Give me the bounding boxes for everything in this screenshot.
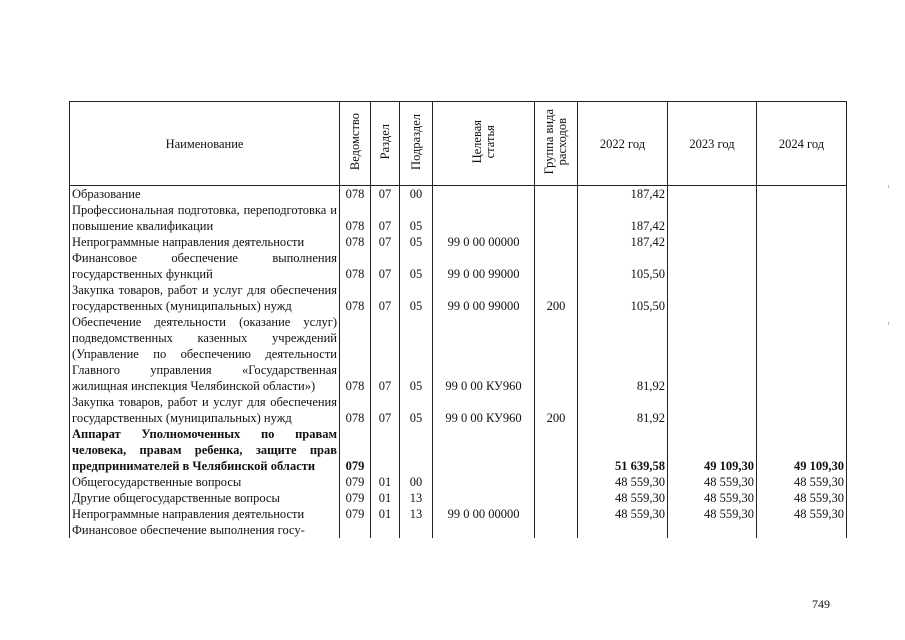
cell-2023 <box>668 282 757 314</box>
cell-2024 <box>757 282 847 314</box>
cell-celevaya-statya: 99 0 00 00000 <box>433 506 535 522</box>
cell-gruppa-vida <box>535 250 578 282</box>
cell-2022: 48 559,30 <box>578 490 668 506</box>
cell-name: Закупка товаров, работ и услуг для обеспечения государственных (муниципальных) нужд <box>70 282 340 314</box>
cell-2023 <box>668 250 757 282</box>
cell-vedomstvo: 078 <box>340 234 371 250</box>
cell-2023 <box>668 314 757 394</box>
cell-vedomstvo: 078 <box>340 282 371 314</box>
cell-vedomstvo: 078 <box>340 314 371 394</box>
cell-gruppa-vida <box>535 186 578 203</box>
cell-podrazdel: 05 <box>400 250 433 282</box>
scan-mark <box>888 322 889 325</box>
cell-2024: 48 559,30 <box>757 490 847 506</box>
cell-2022: 48 559,30 <box>578 506 668 522</box>
cell-2022: 81,92 <box>578 394 668 426</box>
budget-table <box>69 101 847 538</box>
cell-celevaya-statya: 99 0 00 КУ960 <box>433 394 535 426</box>
table-row <box>70 506 847 522</box>
cell-podrazdel: 05 <box>400 394 433 426</box>
cell-razdel: 01 <box>371 490 400 506</box>
cell-podrazdel: 13 <box>400 490 433 506</box>
cell-2023 <box>668 202 757 234</box>
cell-name: Образование <box>70 186 340 203</box>
cell-razdel <box>371 522 400 538</box>
cell-celevaya-statya: 99 0 00 00000 <box>433 234 535 250</box>
cell-2023 <box>668 522 757 538</box>
cell-podrazdel: 00 <box>400 474 433 490</box>
cell-name: Другие общегосударственные вопросы <box>70 490 340 506</box>
cell-celevaya-statya <box>433 186 535 203</box>
cell-celevaya-statya <box>433 474 535 490</box>
cell-podrazdel: 05 <box>400 202 433 234</box>
cell-podrazdel: 13 <box>400 506 433 522</box>
cell-razdel: 07 <box>371 186 400 203</box>
cell-gruppa-vida <box>535 234 578 250</box>
cell-celevaya-statya <box>433 426 535 474</box>
cell-razdel: 01 <box>371 506 400 522</box>
cell-2024 <box>757 186 847 203</box>
cell-2024: 48 559,30 <box>757 506 847 522</box>
cell-gruppa-vida <box>535 314 578 394</box>
cell-podrazdel <box>400 426 433 474</box>
table-row <box>70 282 847 314</box>
cell-name: Профессиональная подготовка, переподготовка и повышение квалификации <box>70 202 340 234</box>
cell-celevaya-statya: 99 0 00 99000 <box>433 250 535 282</box>
header-2022: 2022 год <box>578 102 668 186</box>
cell-2024 <box>757 234 847 250</box>
cell-razdel: 07 <box>371 250 400 282</box>
cell-celevaya-statya <box>433 490 535 506</box>
cell-2022: 81,92 <box>578 314 668 394</box>
table-row <box>70 394 847 426</box>
header-celevaya-statya: Целевая статья <box>433 102 535 186</box>
cell-celevaya-statya <box>433 202 535 234</box>
cell-vedomstvo: 078 <box>340 202 371 234</box>
cell-podrazdel <box>400 522 433 538</box>
cell-2024 <box>757 522 847 538</box>
table-row <box>70 426 847 474</box>
cell-razdel: 07 <box>371 314 400 394</box>
cell-2022: 187,42 <box>578 202 668 234</box>
cell-vedomstvo: 078 <box>340 250 371 282</box>
cell-celevaya-statya: 99 0 00 КУ960 <box>433 314 535 394</box>
cell-podrazdel: 05 <box>400 314 433 394</box>
cell-2023 <box>668 186 757 203</box>
cell-vedomstvo: 078 <box>340 186 371 203</box>
cell-gruppa-vida: 200 <box>535 282 578 314</box>
cell-2023: 48 559,30 <box>668 474 757 490</box>
cell-gruppa-vida <box>535 522 578 538</box>
budget-table-container <box>69 101 847 595</box>
cell-2023: 48 559,30 <box>668 506 757 522</box>
cell-vedomstvo <box>340 522 371 538</box>
cell-celevaya-statya: 99 0 00 99000 <box>433 282 535 314</box>
header-name: Наименование <box>70 102 340 186</box>
cell-vedomstvo: 079 <box>340 474 371 490</box>
table-row <box>70 522 847 538</box>
cell-vedomstvo: 079 <box>340 506 371 522</box>
cell-vedomstvo: 078 <box>340 394 371 426</box>
cell-gruppa-vida: 200 <box>535 394 578 426</box>
cell-razdel: 07 <box>371 234 400 250</box>
cell-podrazdel: 00 <box>400 186 433 203</box>
cell-podrazdel: 05 <box>400 282 433 314</box>
page-number: 749 <box>812 597 830 611</box>
cell-name: Обеспечение деятельности (оказание услуг) подведомственных казенных учреждений (Управление по обеспечению деятельности Главного управления «Государственная жилищная инспекция Челябинской области») <box>70 314 340 394</box>
header-vedomstvo: Ведомство <box>340 102 371 186</box>
cell-2023 <box>668 394 757 426</box>
cell-2024 <box>757 250 847 282</box>
cell-razdel: 07 <box>371 394 400 426</box>
cell-2023 <box>668 234 757 250</box>
scan-mark <box>888 185 889 188</box>
cell-2023: 48 559,30 <box>668 490 757 506</box>
cell-2024 <box>757 202 847 234</box>
cell-name: Финансовое обеспечение выполнения госу- <box>70 522 340 538</box>
cell-2022: 187,42 <box>578 186 668 203</box>
cell-name: Закупка товаров, работ и услуг для обеспечения государственных (муниципальных) нужд <box>70 394 340 426</box>
cell-name: Общегосударственные вопросы <box>70 474 340 490</box>
cell-gruppa-vida <box>535 490 578 506</box>
cell-name: Финансовое обеспечение выполнения государственных функций <box>70 250 340 282</box>
cell-name: Аппарат Уполномоченных по правам человека, правам ребенка, защите прав предпринимателей в Челябинской области <box>70 426 340 474</box>
cell-vedomstvo: 079 <box>340 490 371 506</box>
cell-2024: 49 109,30 <box>757 426 847 474</box>
cell-razdel <box>371 426 400 474</box>
cell-gruppa-vida <box>535 506 578 522</box>
cell-2024 <box>757 314 847 394</box>
table-row <box>70 314 847 394</box>
table-row <box>70 186 847 203</box>
cell-razdel: 01 <box>371 474 400 490</box>
table-row <box>70 490 847 506</box>
table-row <box>70 250 847 282</box>
cell-name: Непрограммные направления деятельности <box>70 506 340 522</box>
cell-2022: 105,50 <box>578 250 668 282</box>
cell-2023: 49 109,30 <box>668 426 757 474</box>
cell-gruppa-vida <box>535 426 578 474</box>
cell-razdel: 07 <box>371 282 400 314</box>
cell-gruppa-vida <box>535 474 578 490</box>
table-row <box>70 474 847 490</box>
cell-2022: 105,50 <box>578 282 668 314</box>
header-2024: 2024 год <box>757 102 847 186</box>
cell-2024: 48 559,30 <box>757 474 847 490</box>
cell-vedomstvo: 079 <box>340 426 371 474</box>
header-razdel: Раздел <box>371 102 400 186</box>
cell-name: Непрограммные направления деятельности <box>70 234 340 250</box>
table-header-row <box>70 102 847 186</box>
table-row <box>70 202 847 234</box>
cell-2022: 51 639,58 <box>578 426 668 474</box>
table-row <box>70 234 847 250</box>
cell-razdel: 07 <box>371 202 400 234</box>
cell-gruppa-vida <box>535 202 578 234</box>
cell-celevaya-statya <box>433 522 535 538</box>
cell-2022 <box>578 522 668 538</box>
cell-2022: 48 559,30 <box>578 474 668 490</box>
cell-2024 <box>757 394 847 426</box>
cell-2022: 187,42 <box>578 234 668 250</box>
header-gruppa-vida: Группа вида расходов <box>535 102 578 186</box>
header-2023: 2023 год <box>668 102 757 186</box>
cell-podrazdel: 05 <box>400 234 433 250</box>
header-podrazdel: Подраздел <box>400 102 433 186</box>
